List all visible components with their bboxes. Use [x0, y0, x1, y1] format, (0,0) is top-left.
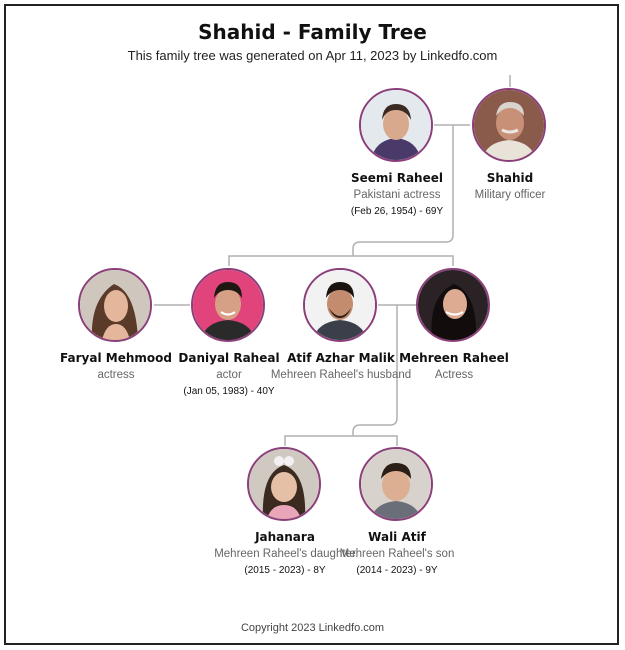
role-jahanara: Mehreen Raheel's daughter — [214, 548, 356, 560]
portrait-photo-icon — [249, 449, 319, 519]
name-atif-azhar-malik: Atif Azhar Malik — [287, 351, 395, 365]
role-shahid: Military officer — [474, 189, 546, 201]
avatar-faryal-mehmood[interactable] — [78, 268, 152, 342]
name-wali-atif: Wali Atif — [368, 530, 426, 544]
avatar-jahanara[interactable] — [247, 447, 321, 521]
name-faryal-mehmood: Faryal Mehmood — [60, 351, 172, 365]
copyright-text: Copyright 2023 Linkedfo.com — [240, 622, 385, 634]
portrait-photo-icon — [361, 90, 431, 160]
dates-wali-atif: (2014 - 2023) - 9Y — [356, 565, 438, 576]
role-daniyal-raheal: actor — [216, 369, 242, 381]
dates-daniyal-raheal: (Jan 05, 1983) - 40Y — [183, 386, 275, 397]
avatar-shahid[interactable] — [472, 88, 546, 162]
name-seemi-raheel: Seemi Raheel — [351, 171, 443, 185]
name-daniyal-raheal: Daniyal Raheal — [178, 351, 280, 365]
avatar-wali-atif[interactable] — [359, 447, 433, 521]
connector-grandchildren-bar — [285, 436, 397, 446]
page-title: Shahid - Family Tree — [198, 20, 427, 44]
portrait-photo-icon — [80, 270, 150, 340]
portrait-photo-icon — [305, 270, 375, 340]
role-mehreen-raheel: Actress — [434, 369, 474, 381]
portrait-photo-icon — [418, 270, 488, 340]
avatar-mehreen-raheel[interactable] — [416, 268, 490, 342]
name-shahid: Shahid — [486, 171, 534, 185]
portrait-photo-icon — [361, 449, 431, 519]
connector-children-bar — [229, 256, 453, 266]
portrait-photo-icon — [193, 270, 263, 340]
name-jahanara: Jahanara — [255, 530, 315, 544]
role-seemi-raheel: Pakistani actress — [353, 189, 441, 201]
avatar-daniyal-raheal[interactable] — [191, 268, 265, 342]
name-mehreen-raheel: Mehreen Raheel — [399, 351, 509, 365]
avatar-seemi-raheel[interactable] — [359, 88, 433, 162]
portrait-photo-icon — [474, 90, 544, 160]
dates-jahanara: (2015 - 2023) - 8Y — [244, 565, 326, 576]
page-subtitle: This family tree was generated on Apr 11, 2023 by Linkedfo.com — [127, 48, 498, 63]
avatar-atif-azhar-malik[interactable] — [303, 268, 377, 342]
role-wali-atif: Mehreen Raheel's son — [339, 548, 455, 560]
dates-seemi-raheel: (Feb 26, 1954) - 69Y — [350, 206, 444, 217]
role-faryal-mehmood: actress — [97, 369, 135, 381]
role-atif-azhar-malik: Mehreen Raheel's husband — [270, 369, 412, 381]
